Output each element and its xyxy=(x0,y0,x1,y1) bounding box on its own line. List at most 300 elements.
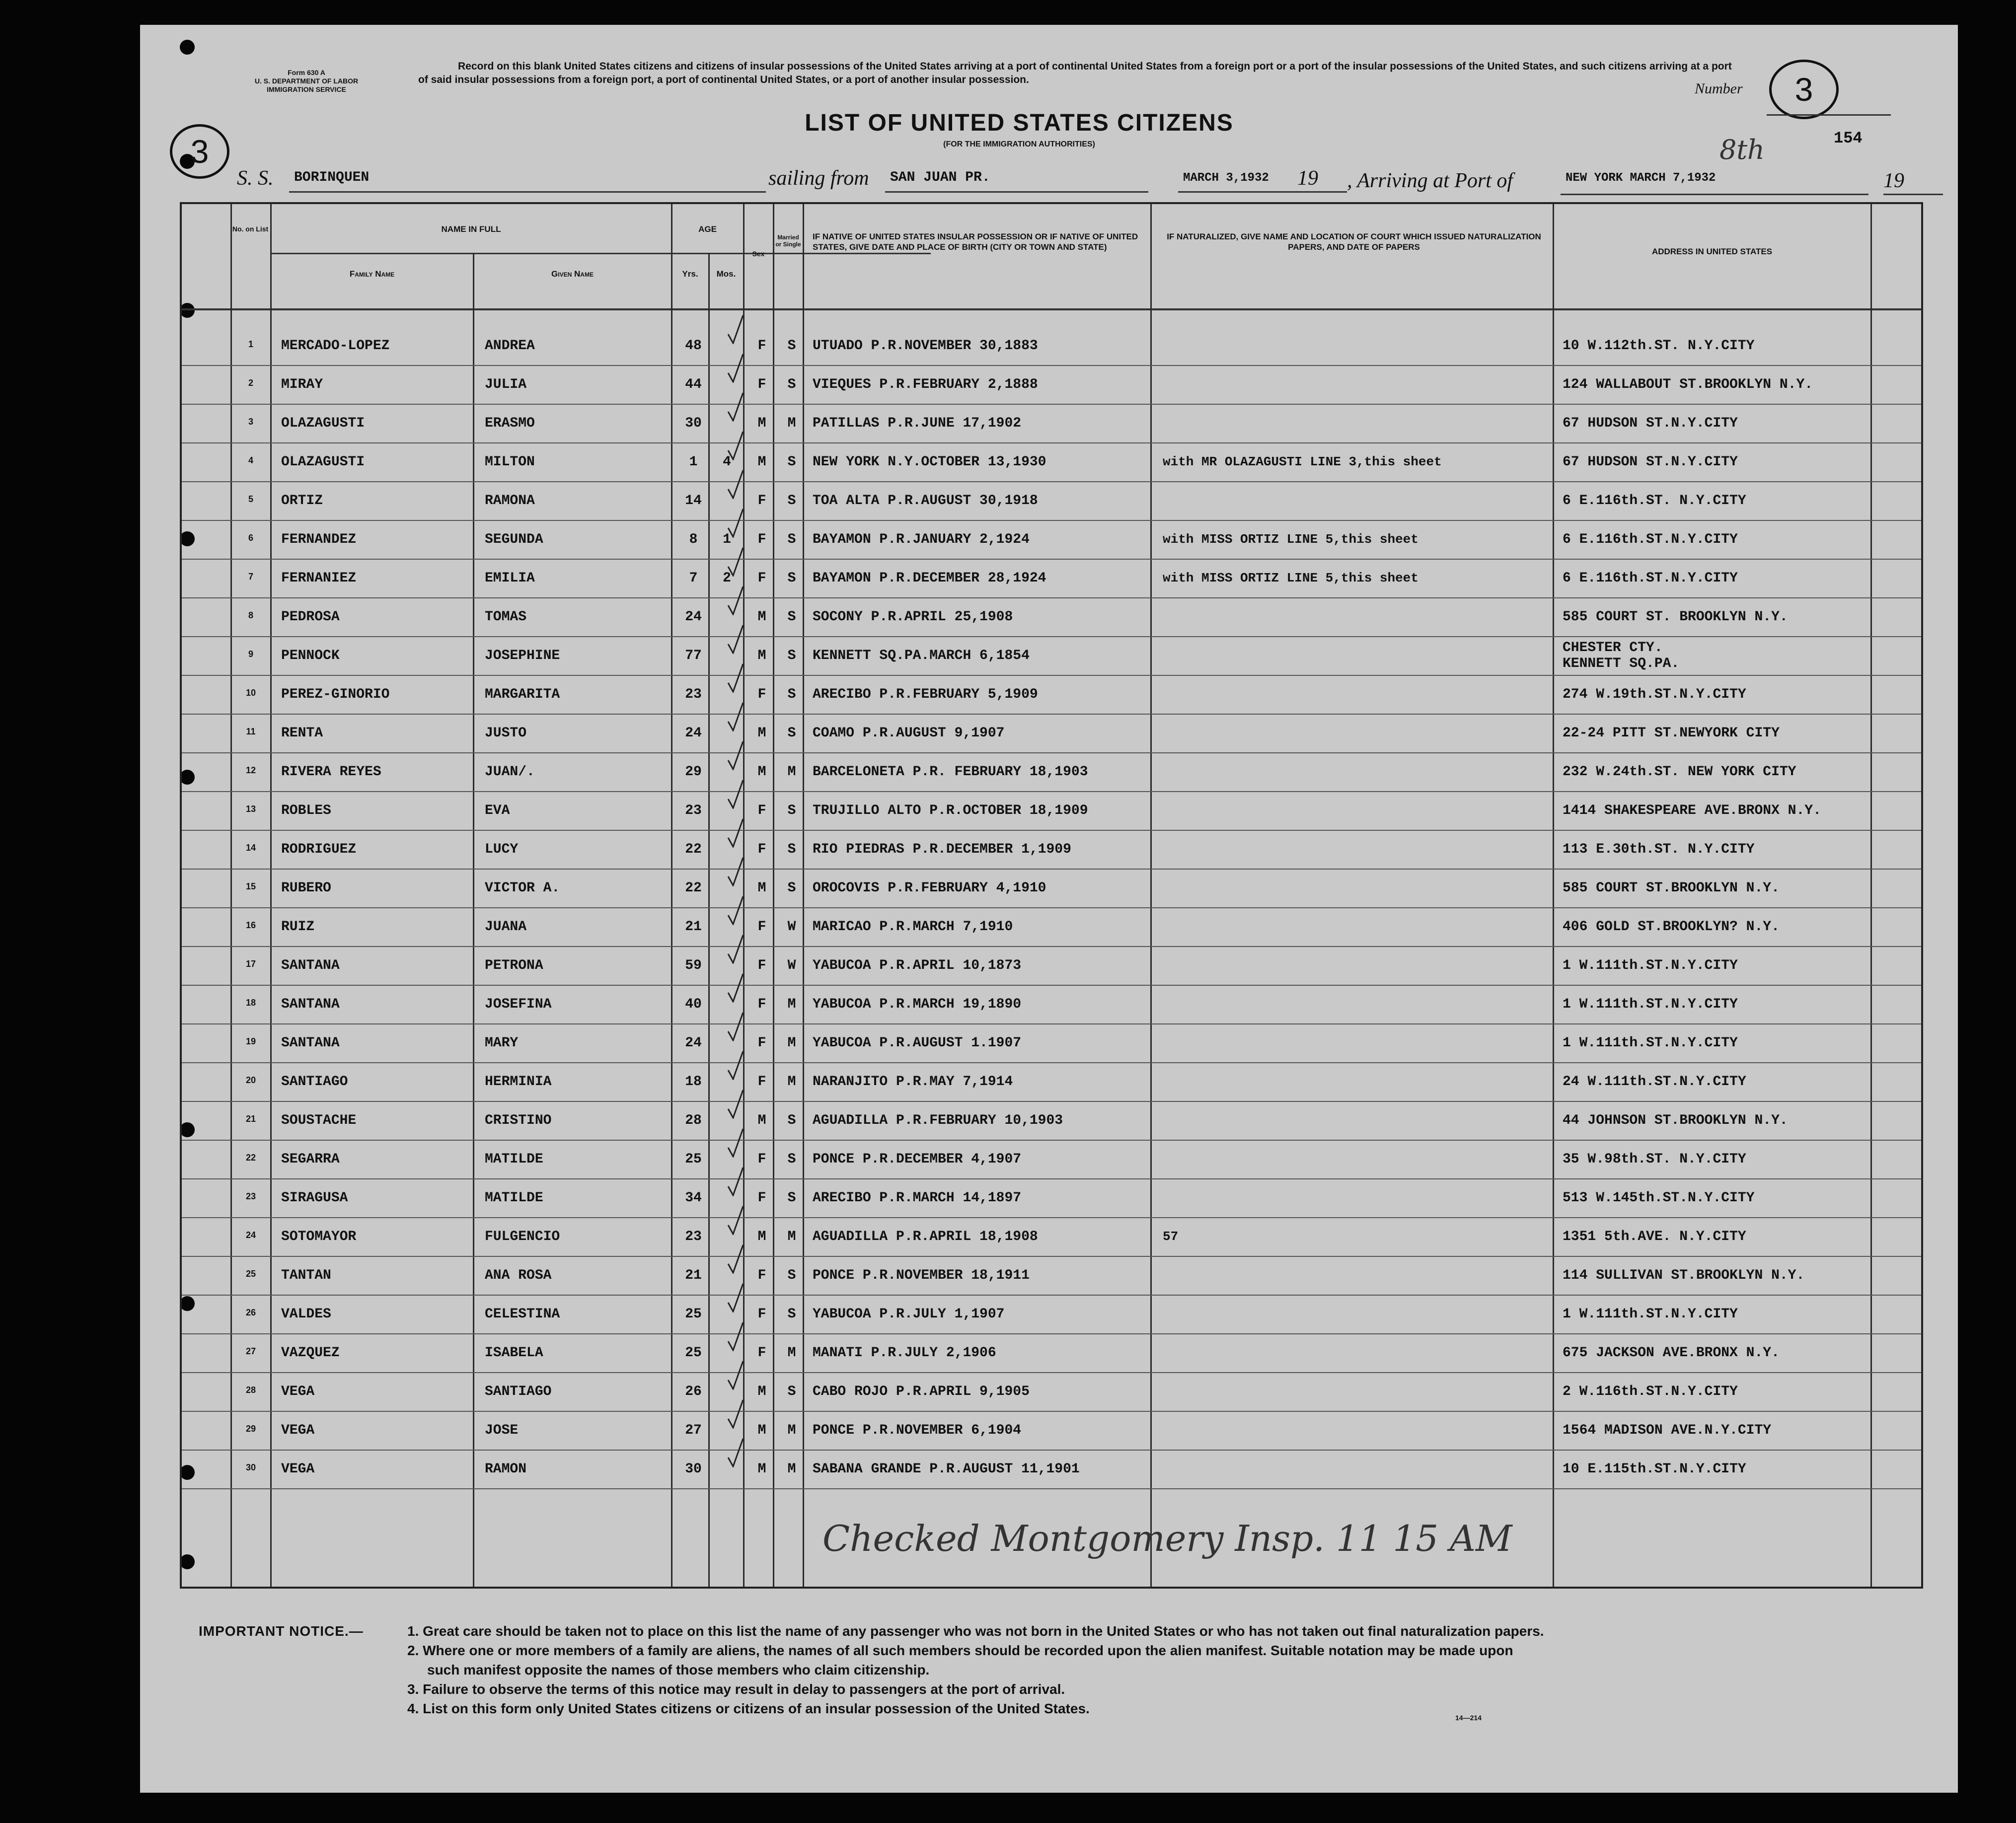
cell-no: 30 xyxy=(245,1462,256,1472)
cell-given: JUAN/. xyxy=(485,764,535,780)
cell-addr: 24 W.111th.ST.N.Y.CITY xyxy=(1563,1074,1746,1090)
table-row xyxy=(182,754,1921,793)
name-age-subline xyxy=(270,253,931,254)
table-row xyxy=(182,948,1921,987)
number-value: 3 xyxy=(1794,71,1813,108)
cell-yrs: 21 xyxy=(685,1268,702,1283)
row-rule xyxy=(182,1450,1921,1451)
cell-birth: YABUCOA P.R.AUGUST 1.1907 xyxy=(813,1035,1022,1051)
row-rule xyxy=(182,1488,1921,1489)
checkmark-icon xyxy=(727,508,744,538)
cell-family: VEGA xyxy=(281,1423,315,1438)
col-sex: Sex xyxy=(752,250,765,258)
col-age: AGE xyxy=(698,224,717,234)
cell-yrs: 34 xyxy=(685,1190,702,1206)
row-rule xyxy=(182,1140,1921,1141)
ship-underline xyxy=(289,191,766,193)
cell-yrs: 40 xyxy=(685,997,702,1012)
cell-yrs: 25 xyxy=(685,1152,702,1167)
cell-addr: 44 JOHNSON ST.BROOKLYN N.Y. xyxy=(1563,1113,1788,1128)
cell-given: MARGARITA xyxy=(485,687,560,702)
cell-ms: S xyxy=(787,842,796,857)
col-naturalized: IF NATURALIZED, GIVE NAME AND LOCATION OF COURT WHICH ISSUED NATURALIZATION PAPERS, AND DATE OF PAPERS xyxy=(1167,232,1541,252)
row-rule xyxy=(182,869,1921,870)
cell-yrs: 30 xyxy=(685,416,702,431)
cell-no: 2 xyxy=(248,378,253,388)
cell-sex: M xyxy=(757,609,766,625)
cell-addr: 10 W.112th.ST. N.Y.CITY xyxy=(1563,338,1755,354)
table-row xyxy=(182,1258,1921,1297)
cell-family: FERNANDEZ xyxy=(281,532,357,547)
cell-birth: YABUCOA P.R.JULY 1,1907 xyxy=(813,1307,1005,1322)
cell-given: JULIA xyxy=(485,377,527,392)
cell-ms: S xyxy=(787,532,796,547)
cell-given: LUCY xyxy=(485,842,519,857)
row-rule xyxy=(182,1256,1921,1257)
cell-ms: M xyxy=(787,1074,796,1090)
checkmark-icon xyxy=(727,1050,744,1080)
row-rule xyxy=(182,752,1921,753)
inspector-check-note: Checked Montgomery Insp. 11 15 AM xyxy=(822,1518,1512,1559)
checkmark-icon xyxy=(727,1438,744,1467)
cell-no: 26 xyxy=(245,1308,256,1317)
col-yrs: Yrs. xyxy=(682,269,698,279)
checkmark-icon xyxy=(727,469,744,499)
cell-yrs: 24 xyxy=(685,726,702,741)
number-label: Number xyxy=(1695,80,1743,97)
cell-addr: 675 JACKSON AVE.BRONX N.Y. xyxy=(1563,1345,1780,1361)
cell-given: CELESTINA xyxy=(485,1307,560,1322)
cell-no: 8 xyxy=(248,610,253,620)
cell-family: PEREZ-GINORIO xyxy=(281,687,390,702)
row-rule xyxy=(182,1333,1921,1334)
checkmark-icon xyxy=(727,1283,744,1313)
checkmark-icon xyxy=(727,624,744,654)
form-number: Form 630 A xyxy=(288,69,325,76)
cell-family: SEGARRA xyxy=(281,1152,340,1167)
cell-family: SOTOMAYOR xyxy=(281,1229,357,1244)
cell-yrs: 48 xyxy=(685,338,702,354)
cell-no: 14 xyxy=(245,843,256,853)
cell-yrs: 29 xyxy=(685,764,702,780)
cell-ms: M xyxy=(787,997,796,1012)
table-row xyxy=(182,483,1921,522)
cell-family: PEDROSA xyxy=(281,609,340,625)
cell-addr: 1351 5th.AVE. N.Y.CITY xyxy=(1563,1229,1746,1244)
cell-no: 29 xyxy=(245,1424,256,1434)
table-row xyxy=(182,1413,1921,1452)
table-row xyxy=(182,871,1921,909)
cell-yrs: 22 xyxy=(685,842,702,857)
cell-addr: 67 HUDSON ST.N.Y.CITY xyxy=(1563,416,1738,431)
cell-given: CRISTINO xyxy=(485,1113,552,1128)
row-rule xyxy=(182,946,1921,947)
cell-sex: M xyxy=(757,1229,766,1244)
cell-yrs: 59 xyxy=(685,958,702,973)
cell-given: JOSEPHINE xyxy=(485,648,560,663)
cell-no: 25 xyxy=(245,1269,256,1279)
cell-birth: BAYAMON P.R.JANUARY 2,1924 xyxy=(813,532,1030,547)
cell-family: PENNOCK xyxy=(281,648,340,663)
cell-no: 22 xyxy=(245,1153,256,1163)
cell-ms: M xyxy=(787,416,796,431)
cell-family: VAZQUEZ xyxy=(281,1345,340,1361)
cell-ms: S xyxy=(787,726,796,741)
cell-nat: 57 xyxy=(1163,1229,1179,1244)
row-rule xyxy=(182,597,1921,598)
cell-ms: S xyxy=(787,687,796,702)
cell-given: ANA ROSA xyxy=(485,1268,552,1283)
cell-ms: S xyxy=(787,1384,796,1399)
row-rule xyxy=(182,365,1921,366)
cell-birth: AGUADILLA P.R.FEBRUARY 10,1903 xyxy=(813,1113,1063,1128)
cell-birth: MANATI P.R.JULY 2,1906 xyxy=(813,1345,996,1361)
table-row xyxy=(182,328,1921,367)
row-rule xyxy=(182,636,1921,637)
table-row xyxy=(182,1374,1921,1413)
checkmark-icon xyxy=(727,1244,744,1274)
row-rule xyxy=(182,1178,1921,1179)
checkmark-icon xyxy=(727,353,744,383)
cell-yrs: 44 xyxy=(685,377,702,392)
col-address: ADDRESS IN UNITED STATES xyxy=(1651,247,1773,256)
row-rule xyxy=(182,675,1921,676)
cell-given: JUSTO xyxy=(485,726,527,741)
manifest-sheet xyxy=(140,25,1958,1793)
table-row xyxy=(182,716,1921,754)
cell-ms: S xyxy=(787,493,796,509)
sail-year: 19 xyxy=(1297,167,1318,190)
cell-addr: 124 WALLABOUT ST.BROOKLYN N.Y. xyxy=(1563,377,1813,392)
cell-given: PETRONA xyxy=(485,958,543,973)
table-body xyxy=(182,328,1921,1550)
cell-sex: F xyxy=(757,919,766,935)
arriving-label: , Arriving at Port of xyxy=(1347,169,1513,192)
table-row xyxy=(182,367,1921,406)
cell-sex: F xyxy=(757,532,766,547)
cell-sex: M xyxy=(757,1461,766,1477)
notice-label: IMPORTANT NOTICE.— xyxy=(199,1623,364,1639)
cell-mos: 1 xyxy=(723,532,731,547)
cell-ms: S xyxy=(787,1113,796,1128)
sailing-from: SAN JUAN PR. xyxy=(890,170,990,185)
table-row xyxy=(182,522,1921,561)
sailing-underline xyxy=(885,191,1148,193)
row-rule xyxy=(182,791,1921,792)
checkmark-icon xyxy=(727,740,744,770)
cell-family: OLAZAGUSTI xyxy=(281,416,365,431)
cell-ms: S xyxy=(787,609,796,625)
sheet-circle-value: 3 xyxy=(190,133,209,170)
table-row xyxy=(182,1219,1921,1258)
cell-sex: F xyxy=(757,1345,766,1361)
row-rule xyxy=(182,559,1921,560)
cell-no: 13 xyxy=(245,804,256,814)
cell-no: 10 xyxy=(245,688,256,698)
cell-birth: NARANJITO P.R.MAY 7,1914 xyxy=(813,1074,1013,1090)
cell-ms: S xyxy=(787,377,796,392)
cell-family: FERNANIEZ xyxy=(281,571,357,586)
checkmark-icon xyxy=(727,314,744,344)
cell-birth: KENNETT SQ.PA.MARCH 6,1854 xyxy=(813,648,1030,663)
number-circle xyxy=(1769,60,1839,119)
form-info xyxy=(227,69,386,94)
cell-addr: 1 W.111th.ST.N.Y.CITY xyxy=(1563,958,1738,973)
table-row xyxy=(182,406,1921,444)
cell-addr: 2 W.116th.ST.N.Y.CITY xyxy=(1563,1384,1738,1399)
cell-family: SANTANA xyxy=(281,1035,340,1051)
passenger-table xyxy=(180,202,1923,1589)
cell-yrs: 21 xyxy=(685,919,702,935)
cell-sex: F xyxy=(757,997,766,1012)
cell-family: SANTANA xyxy=(281,958,340,973)
cell-no: 9 xyxy=(248,649,253,659)
service-label: IMMIGRATION SERVICE xyxy=(267,85,346,93)
cell-addr: 1 W.111th.ST.N.Y.CITY xyxy=(1563,1307,1738,1322)
row-rule xyxy=(182,1411,1921,1412)
cell-addr: 67 HUDSON ST.N.Y.CITY xyxy=(1563,454,1738,470)
cell-sex: F xyxy=(757,1307,766,1322)
table-row xyxy=(182,599,1921,638)
cell-ms: M xyxy=(787,1035,796,1051)
cell-no: 11 xyxy=(246,727,256,736)
cell-birth: NEW YORK N.Y.OCTOBER 13,1930 xyxy=(813,454,1046,470)
cell-given: EVA xyxy=(485,803,510,818)
arrival-year-underline xyxy=(1883,194,1943,195)
checkmark-icon xyxy=(727,857,744,886)
cell-given: TOMAS xyxy=(485,609,527,625)
table-row xyxy=(182,638,1921,677)
cell-given: MATILDE xyxy=(485,1152,543,1167)
cell-addr: 6 E.116th.ST.N.Y.CITY xyxy=(1563,532,1738,547)
cell-family: MERCADO-LOPEZ xyxy=(281,338,390,354)
cell-ms: S xyxy=(787,880,796,896)
col-name-in-full: NAME IN FULL xyxy=(441,224,501,234)
cell-ms: S xyxy=(787,454,796,470)
checkmark-icon xyxy=(727,392,744,422)
cell-given: ANDREA xyxy=(485,338,535,354)
cell-family: ROBLES xyxy=(281,803,331,818)
cell-given: JUANA xyxy=(485,919,527,935)
checkmark-icon xyxy=(727,1012,744,1041)
checkmark-icon xyxy=(727,663,744,693)
cell-no: 7 xyxy=(248,572,253,582)
arrival-port: NEW YORK MARCH 7,1932 xyxy=(1566,171,1716,185)
cell-nat: with MISS ORTIZ LINE 5,this sheet xyxy=(1163,571,1419,585)
table-row xyxy=(182,1025,1921,1064)
cell-no: 24 xyxy=(245,1230,256,1240)
cell-sex: M xyxy=(757,1113,766,1128)
checkmark-icon xyxy=(727,702,744,731)
cell-yrs: 22 xyxy=(685,880,702,896)
cell-addr: 114 SULLIVAN ST.BROOKLYN N.Y. xyxy=(1563,1268,1805,1283)
cell-yrs: 25 xyxy=(685,1345,702,1361)
cell-given: EMILIA xyxy=(485,571,535,586)
notice-item: 3. Failure to observe the terms of this notice may result in delay to passengers at the port of arrival. xyxy=(407,1681,1065,1697)
record-instructions: Record on this blank United States citizens and citizens of insular possessions of the United States arriving at a port of continental United States from a foreign port or a port of the insular possessions of the United States, and such citizens arriving at a port of said insular possessions from a foreign port, a port of continental United States, or a port of another insular possession. xyxy=(418,61,1732,85)
cell-family: VEGA xyxy=(281,1384,315,1399)
corner-number: 154 xyxy=(1834,129,1863,147)
cell-no: 27 xyxy=(245,1346,256,1356)
cell-birth: CABO ROJO P.R.APRIL 9,1905 xyxy=(813,1384,1030,1399)
cell-ms: S xyxy=(787,1268,796,1283)
cell-addr: 22-24 PITT ST.NEWYORK CITY xyxy=(1563,726,1780,741)
sail-date-underline xyxy=(1178,191,1347,193)
cell-birth: BARCELONETA P.R. FEBRUARY 18,1903 xyxy=(813,764,1088,780)
cell-family: RIVERA REYES xyxy=(281,764,381,780)
cell-ms: M xyxy=(787,1461,796,1477)
cell-yrs: 24 xyxy=(685,1035,702,1051)
table-row xyxy=(182,987,1921,1025)
table-row xyxy=(182,909,1921,948)
cell-given: SANTIAGO xyxy=(485,1384,552,1399)
checkmark-icon xyxy=(727,779,744,809)
checkmark-icon xyxy=(727,1399,744,1429)
cell-addr: 274 W.19th.ST.N.Y.CITY xyxy=(1563,687,1746,702)
cell-given: JOSE xyxy=(485,1423,519,1438)
cell-sex: F xyxy=(757,803,766,818)
cell-ms: M xyxy=(787,1423,796,1438)
table-row xyxy=(182,561,1921,599)
cell-birth: COAMO P.R.AUGUST 9,1907 xyxy=(813,726,1005,741)
cell-given: ISABELA xyxy=(485,1345,543,1361)
cell-birth: YABUCOA P.R.APRIL 10,1873 xyxy=(813,958,1022,973)
notice-item: 1. Great care should be taken not to place on this list the name of any passenger who was not born in the United States or who has not taken out final naturalization papers. xyxy=(407,1623,1544,1639)
cell-birth: MARICAO P.R.MARCH 7,1910 xyxy=(813,919,1013,935)
cell-sex: F xyxy=(757,1190,766,1206)
cell-sex: M xyxy=(757,454,766,470)
checkmark-icon xyxy=(727,934,744,964)
checkmark-icon xyxy=(727,431,744,460)
row-rule xyxy=(182,830,1921,831)
checkmark-icon xyxy=(727,547,744,577)
cell-birth: SABANA GRANDE P.R.AUGUST 11,1901 xyxy=(813,1461,1080,1477)
cell-addr: 513 W.145th.ST.N.Y.CITY xyxy=(1563,1190,1755,1206)
cell-addr-line2: KENNETT SQ.PA. xyxy=(1563,656,1680,671)
cell-yrs: 77 xyxy=(685,648,702,663)
cell-ms: S xyxy=(787,571,796,586)
row-rule xyxy=(182,985,1921,986)
cell-addr: 1564 MADISON AVE.N.Y.CITY xyxy=(1563,1423,1772,1438)
col-no: No. on List xyxy=(232,225,269,233)
notice-item: 4. List on this form only United States citizens or citizens of an insular possession of the United States. xyxy=(407,1701,1090,1716)
cell-yrs: 25 xyxy=(685,1307,702,1322)
cell-birth: OROCOVIS P.R.FEBRUARY 4,1910 xyxy=(813,880,1046,896)
cell-family: RODRIGUEZ xyxy=(281,842,357,857)
cell-ms: S xyxy=(787,803,796,818)
cell-given: VICTOR A. xyxy=(485,880,560,896)
cell-given: RAMON xyxy=(485,1461,527,1477)
cell-addr: 1 W.111th.ST.N.Y.CITY xyxy=(1563,1035,1738,1051)
checkmark-icon xyxy=(727,585,744,615)
row-rule xyxy=(182,1062,1921,1063)
cell-yrs: 1 xyxy=(689,454,698,470)
cell-family: VALDES xyxy=(281,1307,331,1322)
table-row xyxy=(182,1180,1921,1219)
cell-birth: PONCE P.R.DECEMBER 4,1907 xyxy=(813,1152,1022,1167)
col-birth: IF NATIVE OF UNITED STATES INSULAR POSSESSION OR IF NATIVE OF UNITED STATES, GIVE DATE AND PLACE OF BIRTH (CITY OR TOWN AND STATE) xyxy=(813,232,1138,252)
cell-no: 15 xyxy=(245,881,256,891)
cell-addr: 406 GOLD ST.BROOKLYN? N.Y. xyxy=(1563,919,1780,935)
cell-mos: 2 xyxy=(723,571,731,586)
cell-no: 21 xyxy=(245,1114,256,1124)
cell-given: SEGUNDA xyxy=(485,532,543,547)
cell-family: MIRAY xyxy=(281,377,323,392)
cell-yrs: 23 xyxy=(685,687,702,702)
cell-sex: F xyxy=(757,1074,766,1090)
cell-no: 19 xyxy=(245,1036,256,1046)
department-label: U. S. DEPARTMENT OF LABOR xyxy=(254,77,359,85)
table-row xyxy=(182,1452,1921,1490)
sheet-circle xyxy=(170,124,229,179)
table-row xyxy=(182,444,1921,483)
checkmark-icon xyxy=(727,895,744,925)
row-rule xyxy=(182,442,1921,443)
cell-addr: CHESTER CTY. xyxy=(1563,640,1663,656)
row-rule xyxy=(182,1217,1921,1218)
cell-given: JOSEFINA xyxy=(485,997,552,1012)
cell-birth: UTUADO P.R.NOVEMBER 30,1883 xyxy=(813,338,1038,354)
cell-yrs: 26 xyxy=(685,1384,702,1399)
row-rule xyxy=(182,907,1921,908)
cell-yrs: 24 xyxy=(685,609,702,625)
sail-date: MARCH 3,1932 xyxy=(1183,171,1269,185)
cell-given: FULGENCIO xyxy=(485,1229,560,1244)
cell-sex: F xyxy=(757,338,766,354)
cell-family: SANTANA xyxy=(281,997,340,1012)
cell-family: VEGA xyxy=(281,1461,315,1477)
cell-family: TANTAN xyxy=(281,1268,331,1283)
cell-sex: M xyxy=(757,1423,766,1438)
cell-birth: YABUCOA P.R.MARCH 19,1890 xyxy=(813,997,1022,1012)
page-title: LIST OF UNITED STATES CITIZENS xyxy=(805,110,1234,136)
table-row xyxy=(182,1335,1921,1374)
cell-birth: BAYAMON P.R.DECEMBER 28,1924 xyxy=(813,571,1046,586)
cell-addr: 35 W.98th.ST. N.Y.CITY xyxy=(1563,1152,1746,1167)
cell-yrs: 14 xyxy=(685,493,702,509)
cell-no: 28 xyxy=(245,1385,256,1395)
cell-addr: 585 COURT ST.BROOKLYN N.Y. xyxy=(1563,880,1780,896)
cell-family: ORTIZ xyxy=(281,493,323,509)
cell-birth: ARECIBO P.R.FEBRUARY 5,1909 xyxy=(813,687,1038,702)
table-row xyxy=(182,1103,1921,1142)
cell-given: RAMONA xyxy=(485,493,535,509)
cell-birth: ARECIBO P.R.MARCH 14,1897 xyxy=(813,1190,1022,1206)
cell-no: 3 xyxy=(248,417,253,427)
arrival-day-note: 8th xyxy=(1719,134,1765,165)
cell-ms: S xyxy=(787,1307,796,1322)
cell-no: 18 xyxy=(245,998,256,1008)
cell-birth: TOA ALTA P.R.AUGUST 30,1918 xyxy=(813,493,1038,509)
checkmark-icon xyxy=(727,1128,744,1158)
cell-sex: F xyxy=(757,1035,766,1051)
cell-yrs: 7 xyxy=(689,571,698,586)
cell-given: ERASMO xyxy=(485,416,535,431)
header-separator xyxy=(182,308,1921,310)
cell-ms: S xyxy=(787,648,796,663)
cell-no: 6 xyxy=(248,533,253,543)
cell-yrs: 23 xyxy=(685,803,702,818)
notice-item: 2. Where one or more members of a family are aliens, the names of all such members should be recorded upon the alien manifest. Suitable notation may be made upon xyxy=(407,1643,1513,1658)
row-rule xyxy=(182,404,1921,405)
cell-addr: 6 E.116th.ST.N.Y.CITY xyxy=(1563,571,1738,586)
cell-sex: M xyxy=(757,880,766,896)
checkmark-icon xyxy=(727,1089,744,1119)
cell-family: RUIZ xyxy=(281,919,315,935)
cell-sex: M xyxy=(757,764,766,780)
page-subtitle: (FOR THE IMMIGRATION AUTHORITIES) xyxy=(943,140,1095,148)
col-married: Married or Single xyxy=(775,234,801,248)
